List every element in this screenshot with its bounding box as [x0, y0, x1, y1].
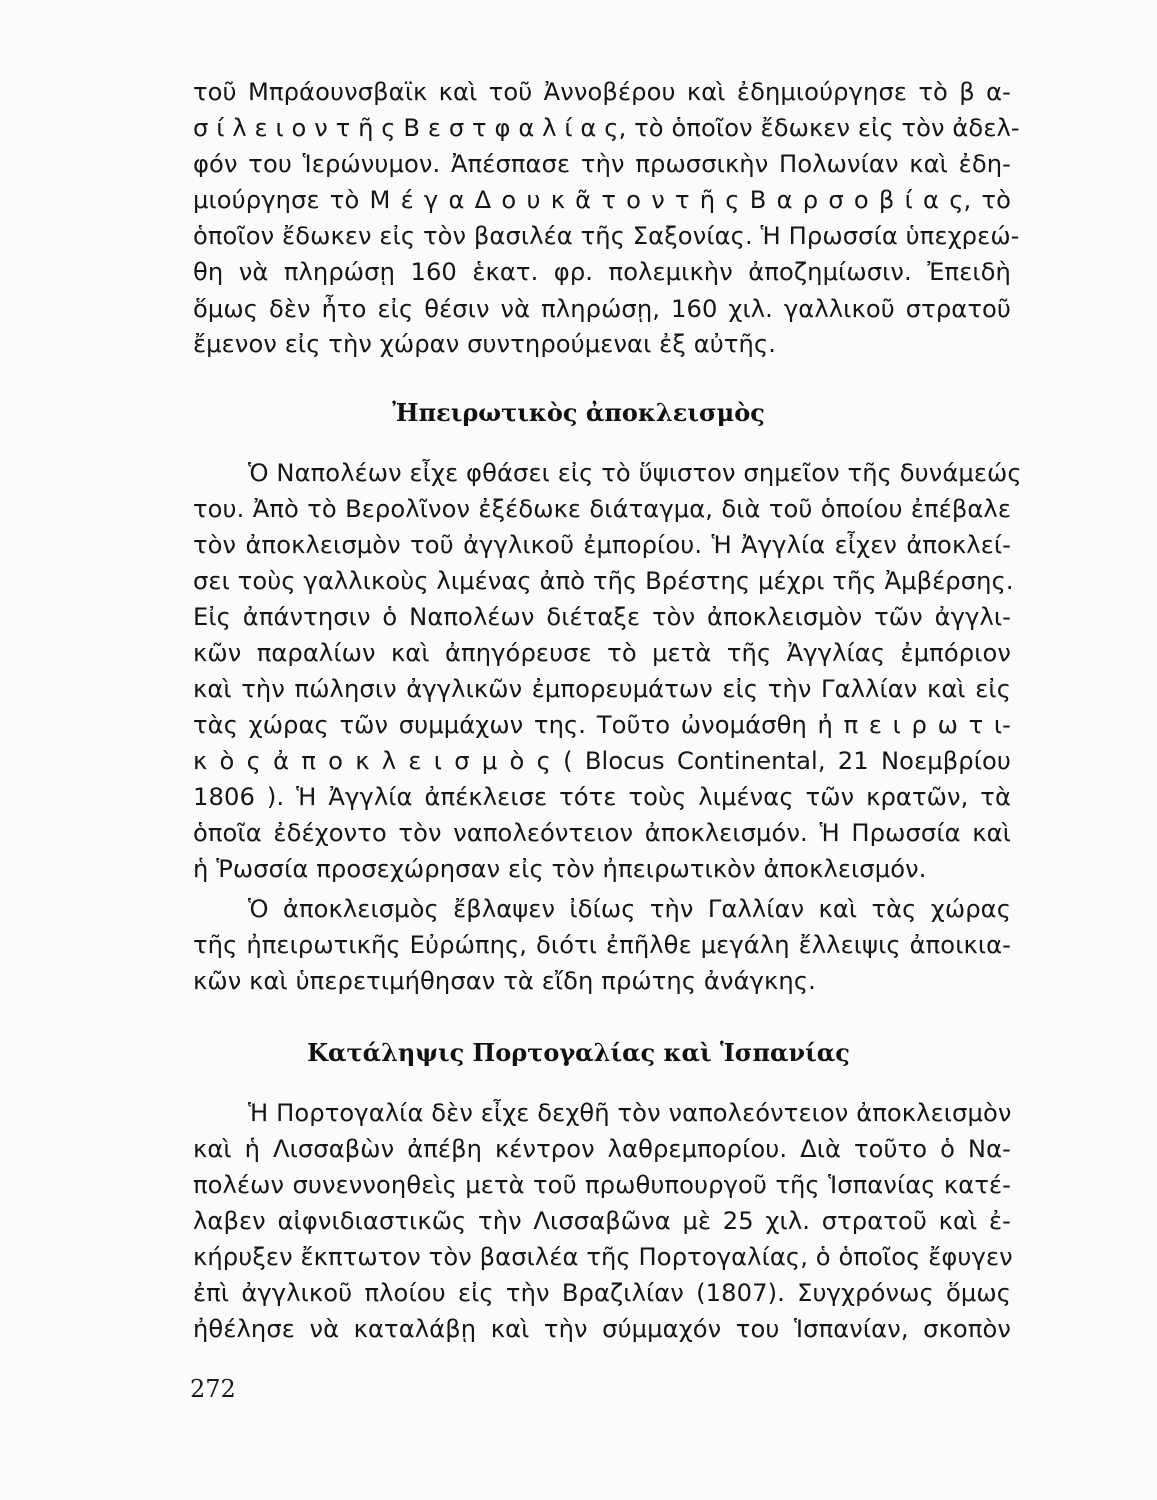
text-line: ὁποῖον ἔδωκεν εἰς τὸν βασιλέα τῆς Σαξονίας. Ἡ Πρωσσία ὑπεχρεώ-	[193, 222, 1020, 250]
section-heading-continental-blockade: Ἠπειρωτικὸς ἀποκλεισμὸς	[392, 398, 765, 427]
text-line: του. Ἀπὸ τὸ Βερολῖνον ἐξέδωκε διάταγμα, διὰ τοῦ ὁποίου ἐπέβαλε	[193, 495, 1011, 523]
text-line: κῶν καὶ ὑπερετιμήθησαν τὰ εἴδη πρώτης ἀνάγκης.	[193, 967, 816, 995]
section-heading-occupation-portugal-spain: Κατάληψις Πορτογαλίας καὶ Ἱσπανίας	[307, 1038, 850, 1067]
text-line: τὰς χώρας τῶν συμμάχων της. Τοῦτο ὠνομάσθη ἠ π ε ι ρ ω τ ι-	[193, 711, 1011, 739]
text-line: λαβεν αἰφνιδιαστικῶς τὴν Λισσαβῶνα μὲ 25 χιλ. στρατοῦ καὶ ἐ-	[193, 1207, 1011, 1235]
text-line: ἐπὶ ἀγγλικοῦ πλοίου εἰς τὴν Βραζιλίαν (1807). Συγχρόνως ὅμως	[193, 1279, 1011, 1307]
text-line: Ὁ ἀποκλεισμὸς ἔβλαψεν ἰδίως τὴν Γαλλίαν καὶ τὰς χώρας	[248, 895, 1011, 923]
text-line: ἠθέλησε νὰ καταλάβῃ καὶ τὴν σύμμαχόν του Ἱσπανίαν, σκοπὸν	[193, 1315, 1011, 1343]
page-number: 272	[190, 1375, 236, 1403]
text-line: φόν του Ἱερώνυμον. Ἀπέσπασε τὴν πρωσσικὴν Πολωνίαν καὶ ἐδη-	[193, 150, 1011, 178]
text-line: πολέων συνεννοηθεὶς μετὰ τοῦ πρωθυπουργοῦ τῆς Ἱσπανίας κατέ-	[193, 1171, 1011, 1199]
text-line: ἡ Ῥωσσία προσεχώρησαν εἰς τὸν ἠπειρωτικὸν ἀποκλεισμόν.	[193, 855, 927, 883]
text-line: καὶ ἡ Λισσαβὼν ἀπέβη κέντρον λαθρεμπορίου. Διὰ τοῦτο ὁ Να-	[193, 1135, 1011, 1163]
text-line: σ ί λ ε ι ο ν τ ῆ ς Β ε σ τ φ α λ ί α ς, τὸ ὁποῖον ἔδωκεν εἰς τὸν ἀδελ-	[193, 114, 1020, 142]
text-line: τοῦ Μπράουνσβαϊκ καὶ τοῦ Ἀννοβέρου καὶ ἐδημιούργησε τὸ β α-	[193, 78, 1011, 106]
text-line: ἔμενον εἰς τὴν χώραν συντηρούμεναι ἐξ αὐτῆς.	[193, 330, 777, 358]
text-line: 1806 ). Ἡ Ἀγγλία ἀπέκλεισε τότε τοὺς λιμένας τῶν κρατῶν, τὰ	[193, 783, 1011, 811]
text-line: κῶν παραλίων καὶ ἀπηγόρευσε τὸ μετὰ τῆς Ἀγγλίας ἐμπόριον	[193, 639, 1011, 667]
text-line: ὁποῖα ἐδέχοντο τὸν ναπολεόντειον ἀποκλεισμόν. Ἡ Πρωσσία καὶ	[193, 819, 1011, 847]
text-line: Ὁ Ναπολέων εἶχε φθάσει εἰς τὸ ὕψιστον σημεῖον τῆς δυνάμεώς	[248, 459, 1022, 487]
text-line: τῆς ἠπειρωτικῆς Εὐρώπης, διότι ἐπῆλθε μεγάλη ἔλλειψις ἀποικια-	[193, 931, 1011, 959]
text-line: μιούργησε τὸ Μ έ γ α Δ ο υ κ ᾶ τ ο ν τ ῆ ς Β α ρ σ ο β ί α ς, τὸ	[193, 186, 1011, 214]
text-line: τὸν ἀποκλεισμὸν τοῦ ἀγγλικοῦ ἐμπορίου. Ἡ Ἀγγλία εἶχεν ἀποκλεί-	[193, 531, 1011, 559]
text-line: κ ὸ ς ἀ π ο κ λ ε ι σ μ ὸ ς ( Blocus Continental, 21 Νοεμβρίου	[193, 747, 1011, 775]
text-line: θη νὰ πληρώσῃ 160 ἑκατ. φρ. πολεμικὴν ἀποζημίωσιν. Ἐπειδὴ	[193, 258, 1011, 286]
text-line: Ἡ Πορτογαλία δὲν εἶχε δεχθῆ τὸν ναπολεόντειον ἀποκλεισμὸν	[248, 1099, 1012, 1127]
text-line: καὶ τὴν πώλησιν ἀγγλικῶν ἐμπορευμάτων εἰς τὴν Γαλλίαν καὶ εἰς	[193, 675, 1011, 703]
text-line: κήρυξεν ἔκπτωτον τὸν βασιλέα τῆς Πορτογαλίας, ὁ ὁποῖος ἔφυγεν	[193, 1243, 1013, 1271]
text-line: Εἰς ἀπάντησιν ὁ Ναπολέων διέταξε τὸν ἀποκλεισμὸν τῶν ἀγγλι-	[193, 603, 1011, 631]
text-line: σει τοὺς γαλλικοὺς λιμένας ἀπὸ τῆς Βρέστης μέχρι τῆς Ἀμβέρσης.	[193, 567, 1014, 595]
text-line: ὅμως δὲν ἦτο εἰς θέσιν νὰ πληρώσῃ, 160 χιλ. γαλλικοῦ στρατοῦ	[193, 295, 1011, 323]
